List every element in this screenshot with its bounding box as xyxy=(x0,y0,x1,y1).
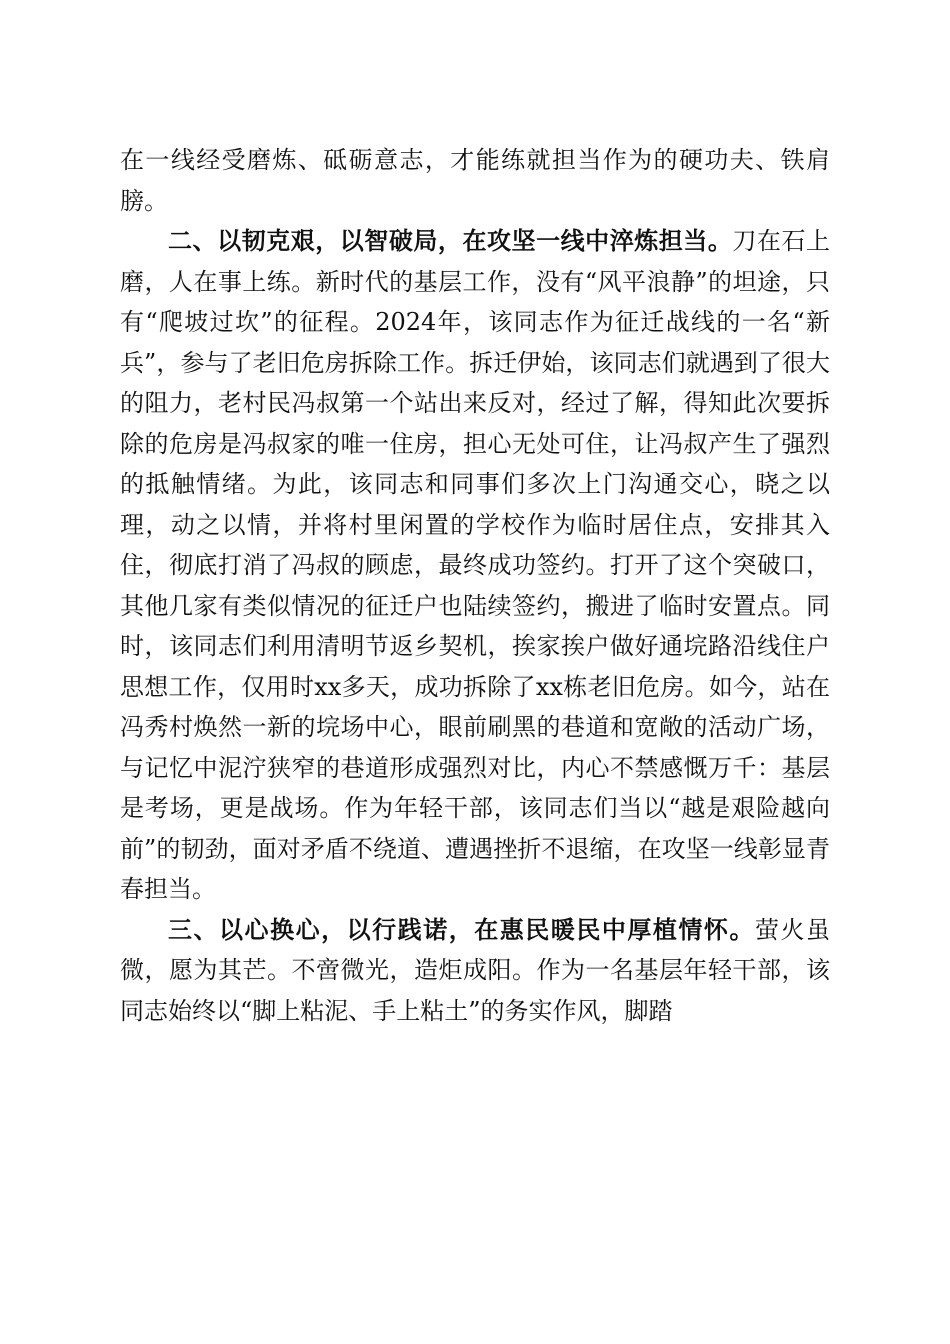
section-heading: 二、以韧克艰，以智破局，在攻坚一线中淬炼担当。 xyxy=(168,227,733,255)
paragraph-section-3 xyxy=(120,910,830,1032)
paragraph-section-2 xyxy=(120,221,830,910)
section-heading: 三、以心换心，以行践诺，在惠民暖民中厚植情怀。 xyxy=(168,915,755,944)
paragraph-body: 在一线经受磨炼、砥砺意志，才能练就担当作为的硬功夫、铁肩膀。 xyxy=(120,146,830,215)
paragraph-continuation xyxy=(120,140,830,221)
paragraph-body: 刀在石上磨，人在事上练。新时代的基层工作，没有“风平浪静”的坦途，只有“爬坡过坎”的征程。2024年，该同志作为征迁战线的一名“新兵”，参与了老旧危房拆除工作。拆迁伊始，该同志们就遇到了很大的阻力，老村民冯叔第一个站出来反对，经过了解，得知此次要拆除的危房是冯叔家的唯一住房，担心无处可住，让冯叔产生了强烈的抵触情绪。为此，该同志和同事们多次上门沟通交心，晓之以理，动之以情，并将村里闲置的学校作为临时居住点，安排其入住，彻底打消了冯叔的顾虑，最终成功签约。打开了这个突破口，其他几家有类似情况的征迁户也陆续签约，搬进了临时安置点。同时，该同志们利用清明节返乡契机，挨家挨户做好通垸路沿线住户思想工作，仅用时xx多天，成功拆除了xx栋老旧危房。如今，站在冯秀村焕然一新的垸场中心，眼前刷黑的巷道和宽敞的活动广场，与记忆中泥泞狭窄的巷道形成强烈对比，内心不禁感慨万千：基层是考场，更是战场。作为年轻干部，该同志们当以“越是艰险越向前”的韧劲，面对矛盾不绕道、遭遇挫折不退缩，在攻坚一线彰显青春担当。 xyxy=(120,227,831,903)
document-page xyxy=(120,140,830,1031)
paragraph-body: 萤火虽微，愿为其芒。不啻微光，造炬成阳。作为一名基层年轻干部，该同志始终以“脚上粘泥、手上粘土”的务实作风，脚踏 xyxy=(120,915,831,1025)
